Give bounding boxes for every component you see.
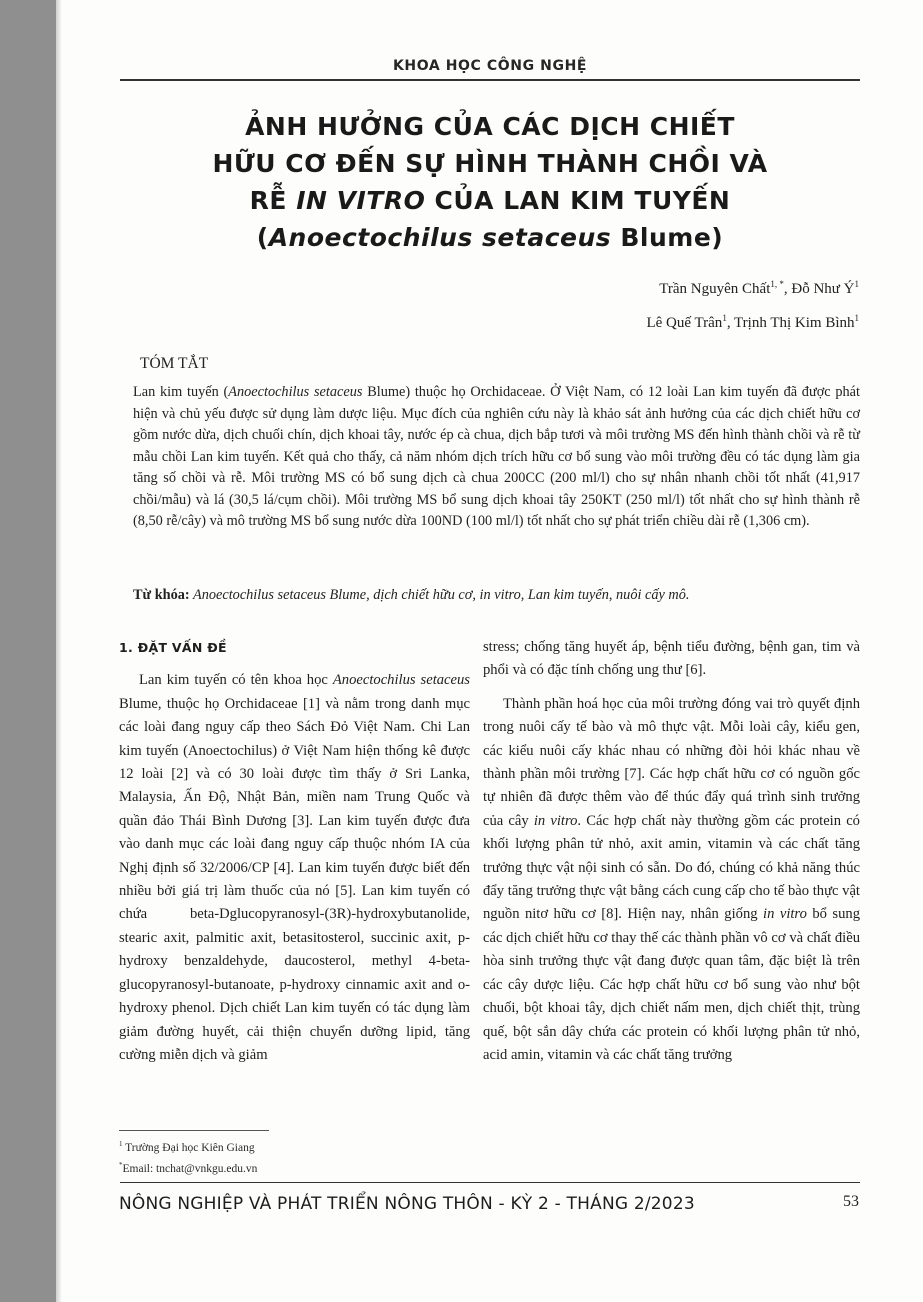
author-list [646,270,859,338]
title-line-3-pre: RỄ [249,186,297,215]
paragraph-1-em: Anoectochilus setaceus [332,672,470,689]
footnote-1-mark: 1 [119,1140,123,1148]
body-column-right [483,636,860,1067]
section-heading-intro: 1. ĐẶT VẤN ĐỀ [119,640,227,655]
abstract-text-pre: Lan kim tuyến ( [133,384,229,400]
title-line-4-pre: ( [256,223,269,252]
author-2: , Đỗ Như Ý [783,281,855,297]
title-line-1: ẢNH HƯỞNG CỦA CÁC DỊCH CHIẾT [245,112,735,141]
author-line-2 [646,304,859,338]
paragraph-3 [483,693,860,1068]
abstract-body [133,382,860,533]
keywords [133,585,860,605]
author-3-affil: 1 [722,313,727,323]
paragraph-1 [119,669,470,1067]
paragraph-3-em-2: in vitro [763,906,807,923]
author-2-affil: 1 [854,279,859,289]
paragraph-3-a: Thành phần hoá học của môi trường đóng vai trò quyết định trong nuôi cấy tế bào và mô thực vật. Mỗi loài cây, kiểu gen, các kiểu nuôi cấy khác nhau có những đòi hỏi khác nhau về thành phần môi trường [7]. Các hợp chất hữu cơ có nguồn gốc tự nhiên đã được thêm vào để thúc đẩy quá trình sinh trưởng của cây [483,695,860,829]
author-4: , Trịnh Thị Kim Bình [726,315,855,331]
header-rule [120,79,860,81]
journal-footer: NÔNG NGHIỆP VÀ PHÁT TRIỂN NÔNG THÔN - KỲ 2 - THÁNG 2/2023 [119,1194,695,1214]
footnote-1-text: Trường Đại học Kiên Giang [122,1141,255,1154]
page-edge-band [0,0,56,1302]
keywords-label: Từ khóa: [133,587,190,603]
title-line-4-post: Blume) [611,223,724,252]
author-1: Trần Nguyên Chất [659,281,771,297]
title-line-4 [120,219,860,256]
title-line-4-em: Anoectochilus setaceus [268,223,612,252]
paragraph-2: stress; chống tăng huyết áp, bệnh tiểu đường, bệnh gan, tim và phổi và có đặc tính chống ung thư [6]. [483,639,860,679]
title-line-2: HỮU CƠ ĐẾN SỰ HÌNH THÀNH CHỒI VÀ [212,149,768,178]
title-line-3-em: IN VITRO [296,186,426,215]
footnotes [119,1136,257,1178]
section-label: KHOA HỌC CÔNG NGHỆ [392,58,588,74]
footnote-rule [119,1130,269,1131]
footnote-2 [119,1157,257,1178]
footer-rule [120,1182,860,1183]
paragraph-1-a: Lan kim tuyến có tên khoa học [139,672,333,689]
page-edge-shade [56,0,62,1302]
abstract-text-em: Anoectochilus setaceus [228,384,363,400]
abstract-heading: TÓM TẮT [140,355,209,372]
page-number: 53 [843,1193,859,1210]
title-line-3-post: CỦA LAN KIM TUYẾN [425,186,731,215]
paragraph-3-b: . Các hợp chất này thường gồm các protein có khối lượng phân tử nhỏ, axit amin, vitamin và các chất tăng trưởng thực vật nội sinh có sẵn. Do đó, chúng có khả năng thúc đẩy tăng trưởng thực vật bằng cách cung cấp cho tế bào thực vật nguồn nitơ hữu cơ [8]. Hiện nay, nhân giống [483,812,860,923]
paragraph-1-b: Blume, thuộc họ Orchidaceae [1] và nằm trong danh mục các loài đang nguy cấp theo Sách Đỏ Việt Nam. Chi Lan kim tuyến (Anoectochilus) ở Việt Nam hiện thống kê được 12 loài [2] và có 30 loài được tìm thấy ở Sri Lanka, Malaysia, Ấn Độ, Nhật Bản, miền nam Trung Quốc và quần đảo Thái Bình Dương [3]. Lan kim tuyến được đưa vào danh mục các loài đang nguy cấp thuộc nhóm IA của Nghị định số 32/2006/CP [4]. Lan kim tuyến được biết đến nhiều bởi giá trị làm thuốc của nó [5]. Lan kim tuyến có chứa beta-Dglucopyranosyl-(3R)-hydroxybutanolide, stearic axit, palmitic axit, betasitosterol, succinic axit, p-hydroxy benzaldehyde, daucosterol, methyl 4-beta-glucopyranosyl-butanoate, p-hydroxy cinnamic axit and o-hydroxy phenol. Dịch chiết Lan kim tuyến có tác dụng làm giảm đường huyết, cải thiện chuyển dưỡng lipid, tăng cường miễn dịch và giảm [119,695,470,1063]
footnote-2-text: Email: tnchat@vnkgu.edu.vn [122,1162,258,1175]
body-column-left [119,636,470,1067]
footnote-2-mark: * [119,1160,123,1169]
paragraph-3-em-1: in vitro [533,812,578,829]
author-line-1 [646,270,859,304]
author-4-affil: 1 [854,313,859,323]
author-1-affil: 1, * [770,279,784,289]
paragraph-3-c: bổ sung các dịch chiết hữu cơ thay thế các thành phần vô cơ và chất điều hòa sinh trưởng thực vật đang được quan tâm, đặc biệt là trên các cây dược liệu. Các hợp chất hữu cơ bổ sung vào như bột chuối, bột khoai tây, dịch chiết nấm men, dịch chiết thịt, trùng quế, bột sắn dây chứa các protein có khối lượng phân tử nhỏ, acid amin, vitamin và các chất tăng trưởng [483,906,860,1063]
footnote-1 [119,1136,257,1157]
author-3: Lê Quế Trân [646,315,723,331]
abstract-text-post: Blume) thuộc họ Orchidaceae. Ở Việt Nam, có 12 loài Lan kim tuyến đã được phát hiện và chủ yếu được sử dụng làm dược liệu. Mục đích của nghiên cứu này là khảo sát ảnh hưởng của các dịch chiết hữu cơ gồm nước dừa, dịch chuối chín, dịch khoai tây, nước ép cà chua, dịch bắp tươi và môi trường MS đến hình thành chồi và rễ từ mẫu chồi Lan kim tuyến. Kết quả cho thấy, cả năm nhóm dịch trích hữu cơ bổ sung vào môi trường đều có tác dụng làm gia tăng số chồi và rễ. Môi trường MS có bổ sung dịch cà chua 200CC (200 ml/l) cho sự nhân nhanh chồi tốt nhất (41,917 chồi/mẫu) và lá (30,5 lá/cụm chồi). Môi trường MS bổ sung dịch khoai tây 250KT (250 ml/l) tốt nhất cho sự hình thành rễ (8,50 rễ/cây) và mô trường MS bổ sung nước dừa 100ND (100 ml/l) tốt nhất cho sự phát triển chiều dài rễ (1,306 cm). [133,384,860,529]
title-line-3 [120,182,860,219]
article-title [120,108,860,256]
keywords-text: Anoectochilus setaceus Blume, dịch chiết hữu cơ, in vitro, Lan kim tuyến, nuôi cấy mô. [189,587,690,603]
